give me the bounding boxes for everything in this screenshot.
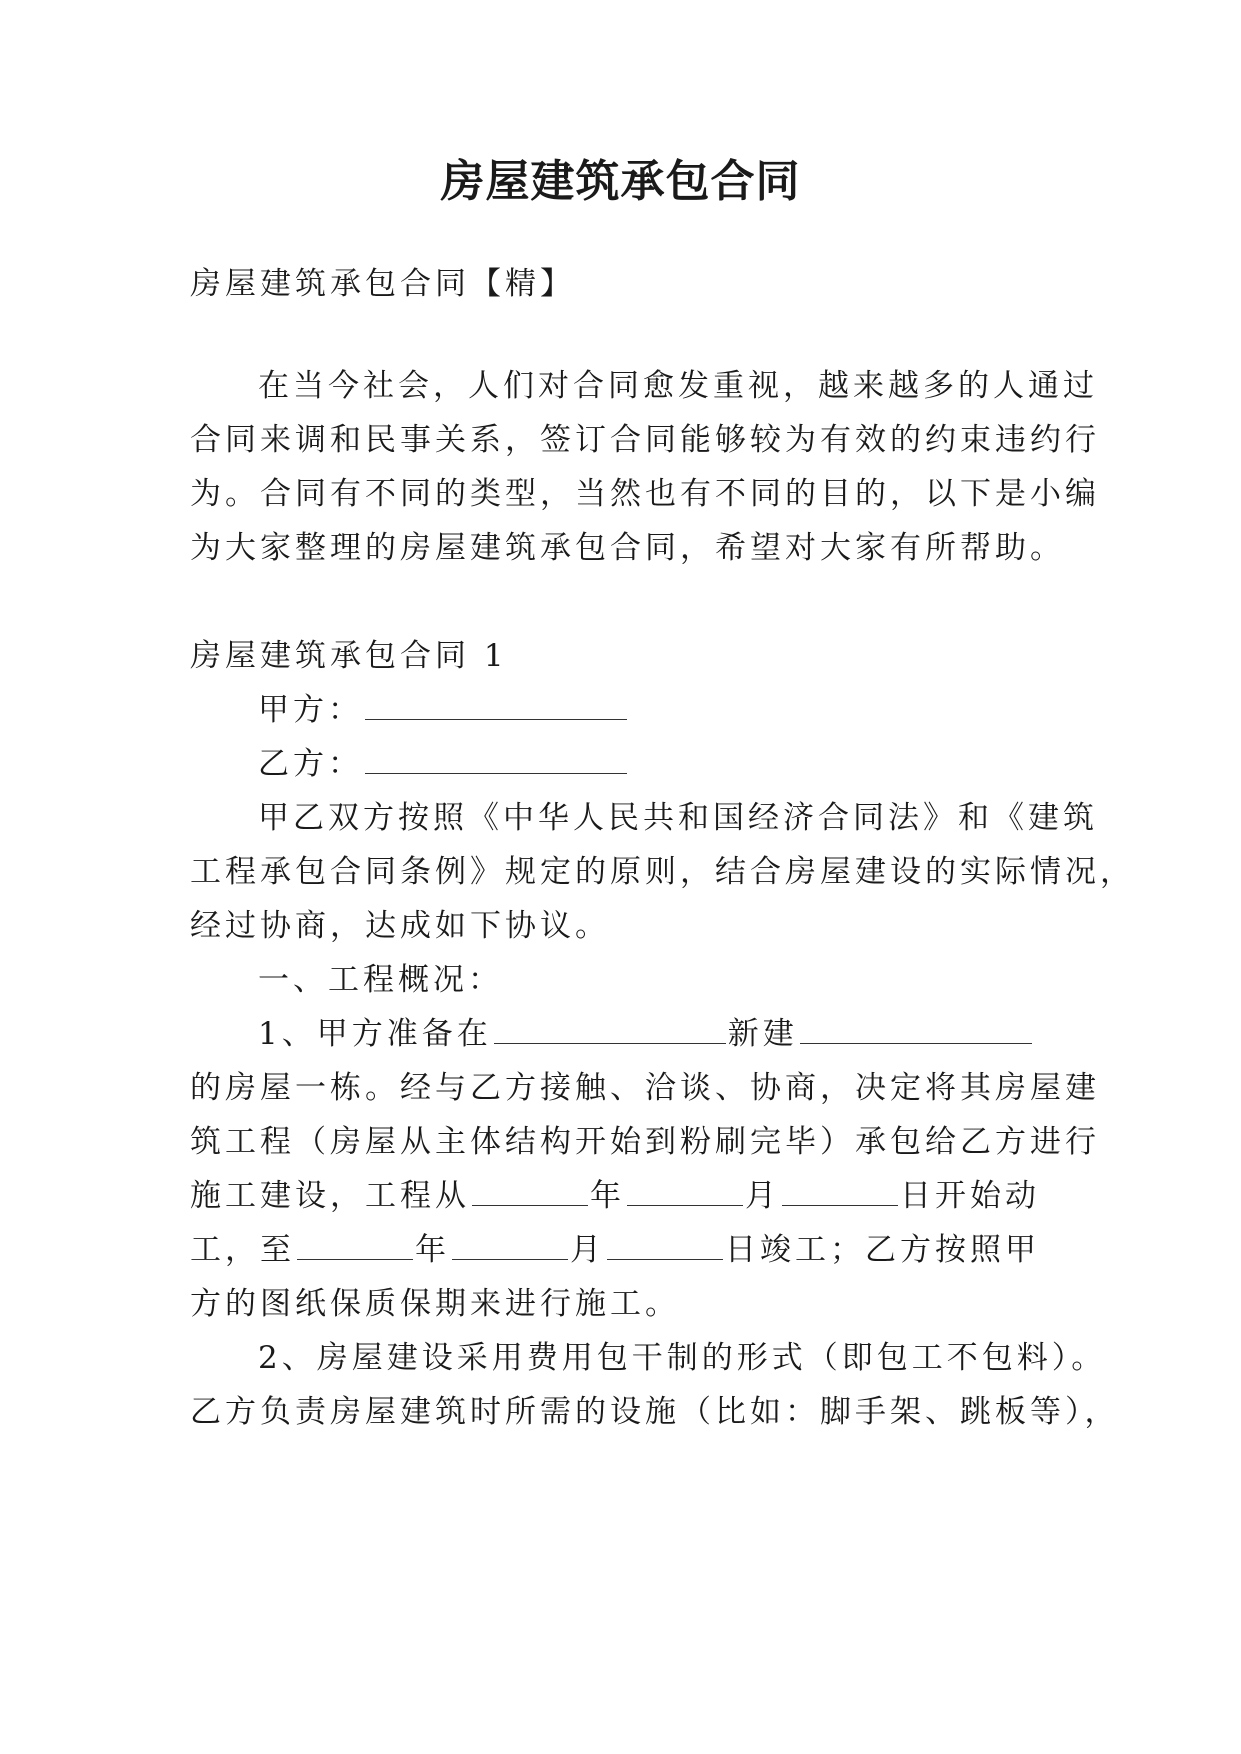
clause-1-text: 新建 (727, 1016, 798, 1052)
document-title: 房屋建筑承包合同 (440, 156, 801, 207)
intro-line-4: 为大家整理的房屋建筑承包合同，希望对大家有所帮助。 (190, 530, 1065, 566)
clause-1-text: 月 (570, 1232, 605, 1268)
intro-line-3: 为。合同有不同的类型，当然也有不同的目的，以下是小编 (190, 476, 1100, 512)
clause-1-text: 日开始动 (900, 1178, 1040, 1214)
party-b-label: 乙方： (258, 746, 363, 782)
clause-1-text: 年 (415, 1232, 450, 1268)
document-subtitle: 房屋建筑承包合同【精】 (190, 266, 575, 302)
end-year-blank (297, 1233, 413, 1260)
party-b-line (258, 742, 1060, 786)
party-b-blank (365, 747, 627, 774)
clause-1-line-4 (190, 1174, 1060, 1218)
start-month-blank (627, 1179, 743, 1206)
basis-line-3: 经过协商，达成如下协议。 (190, 908, 610, 944)
party-a-label: 甲方： (258, 692, 363, 728)
start-year-blank (472, 1179, 588, 1206)
contract-heading: 房屋建筑承包合同 1 (190, 638, 508, 674)
building-blank (800, 1017, 1032, 1044)
section-1-heading: 一、工程概况： (258, 962, 503, 998)
basis-line-1: 甲乙双方按照《中华人民共和国经济合同法》和《建筑 (258, 800, 1098, 836)
clause-1-text: 施工建设，工程从 (190, 1178, 470, 1214)
end-day-blank (607, 1233, 723, 1260)
clause-1-line-6: 方的图纸保质保期来进行施工。 (190, 1286, 680, 1322)
clause-1-text: 工，至 (190, 1232, 295, 1268)
clause-2-line-2: 乙方负责房屋建筑时所需的设施（比如：脚手架、跳板等）， (190, 1394, 1120, 1430)
clause-1-text: 1、甲方准备在 (258, 1016, 492, 1052)
clause-1-line-2: 的房屋一栋。经与乙方接触、洽谈、协商，决定将其房屋建 (190, 1070, 1100, 1106)
clause-1-text: 月 (745, 1178, 780, 1214)
intro-line-1: 在当今社会，人们对合同愈发重视，越来越多的人通过 (258, 368, 1098, 404)
basis-line-2: 工程承包合同条例》规定的原则，结合房屋建设的实际情况， (190, 854, 1135, 890)
clause-1-line-3: 筑工程（房屋从主体结构开始到粉刷完毕）承包给乙方进行 (190, 1124, 1100, 1160)
clause-1-line-1 (258, 1012, 1060, 1056)
clause-1-text: 年 (590, 1178, 625, 1214)
intro-line-2: 合同来调和民事关系，签订合同能够较为有效的约束违约行 (190, 422, 1100, 458)
party-a-line (258, 688, 1060, 732)
clause-2-line-1: 2、房屋建设采用费用包干制的形式（即包工不包料）。 (258, 1340, 1107, 1376)
end-month-blank (452, 1233, 568, 1260)
start-day-blank (782, 1179, 898, 1206)
location-blank (494, 1017, 726, 1044)
clause-1-line-5 (190, 1228, 1060, 1272)
clause-1-text: 日竣工；乙方按照甲 (725, 1232, 1040, 1268)
party-a-blank (365, 693, 627, 720)
